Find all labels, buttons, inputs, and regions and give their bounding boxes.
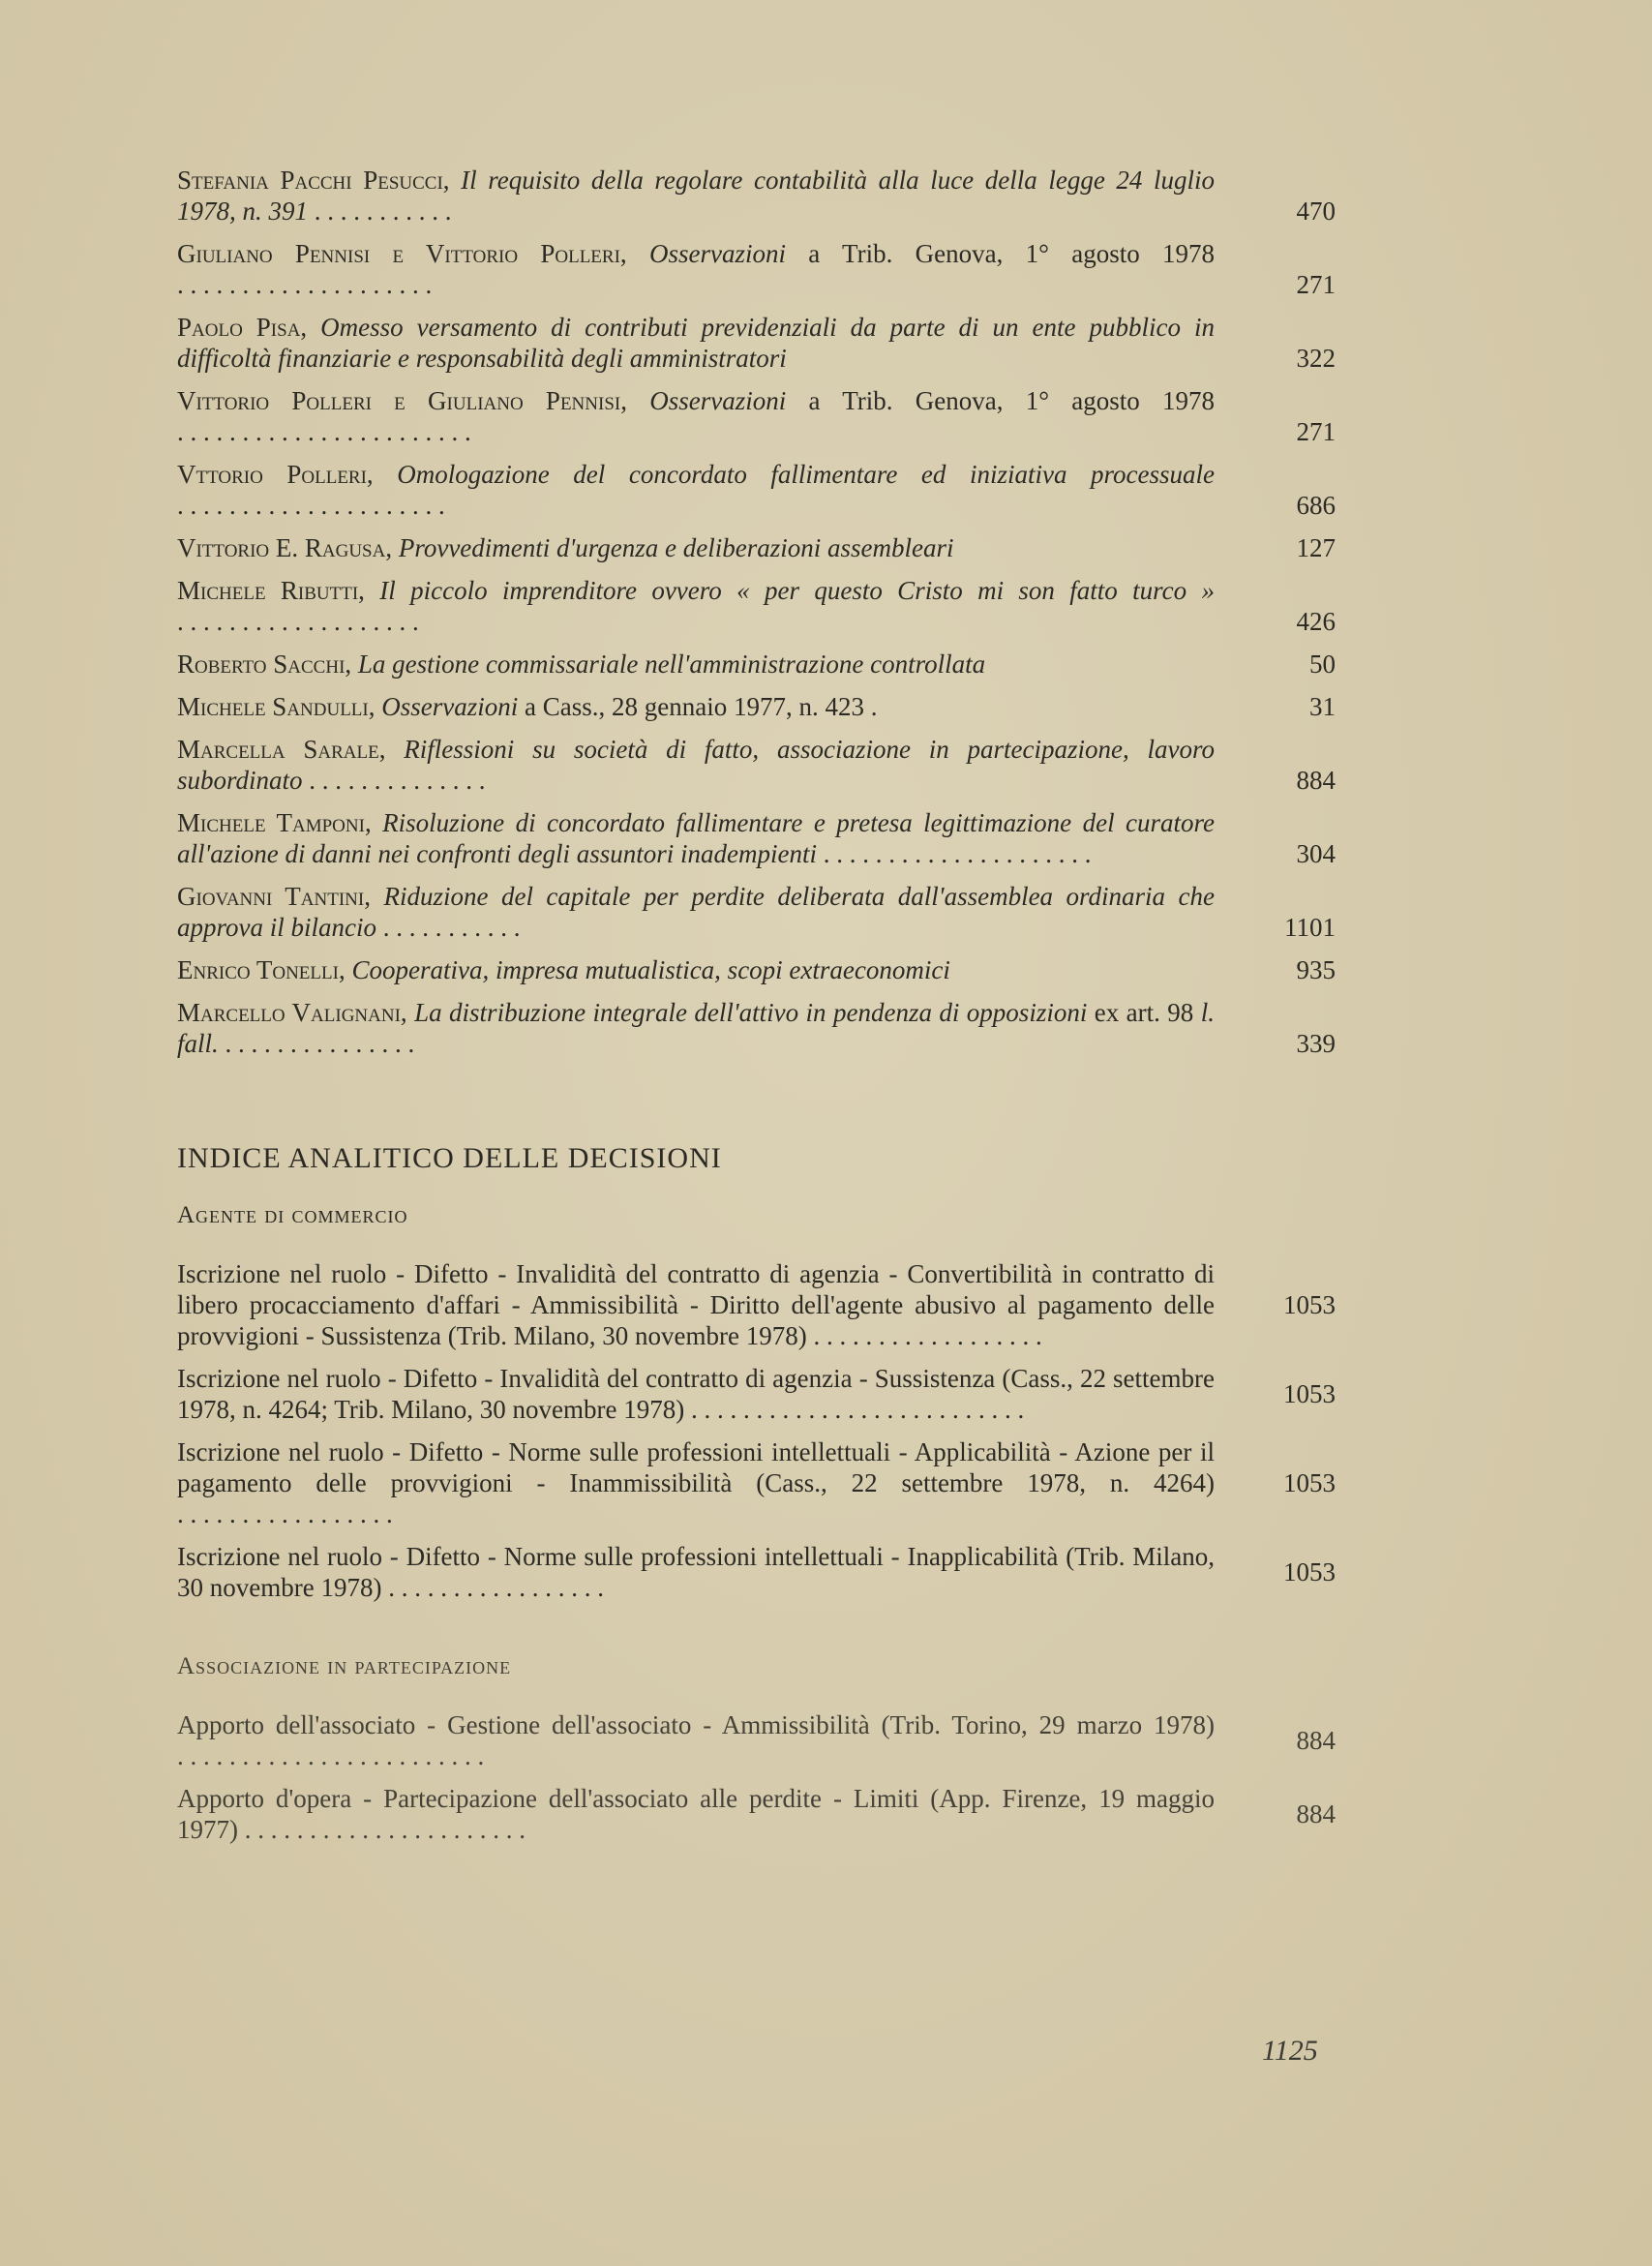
dot-leader: . . . . . . . . . . . . . . [302,766,486,795]
entry-author: Vittorio Polleri e Giuliano Pennisi, [177,386,627,415]
dot-leader: . . . . . . . . . . . . . . . . . . . . . . . . . . [684,1395,1025,1424]
entry-author: Marcella Sarale, [177,735,386,764]
entry-title: Riflessioni su società di fatto, associazione in partecipazione, lavoro subordinato [177,735,1216,795]
index-entry [177,238,1338,300]
subsection-heading: Agente di commercio [177,1202,408,1228]
entry-title: Omologazione del concordato fallimentare ed iniziativa processuale [397,460,1215,489]
entry-page: 127 [1296,533,1336,562]
page-number: 1125 [1262,2035,1318,2067]
entry-page: 884 [1296,1799,1336,1828]
decision-text: Apporto dell'associato - Gestione dell'associato - Ammissibilità (Trib. Torino, 29 marzo 1978) [177,1710,1215,1739]
dot-leader: . . . . . . . . . . . . . . . . . . [806,1321,1042,1350]
dot-leader: . . . . . . . . . . . . . . . . . . . . [177,270,433,299]
entry-page: 271 [1296,270,1336,299]
entry-author: Michele Tamponi, [177,808,372,837]
index-entry [177,575,1338,637]
entry-author: Vttorio Polleri, [177,460,374,489]
entry-title: Osservazioni [648,239,786,268]
entry-author: Michele Ributti, [177,576,365,605]
decision-entry [177,1258,1338,1351]
dot-leader: . . . . . . . . . . . . . . . . . . . . . . [238,1815,526,1844]
decision-entry [177,1436,1338,1529]
entry-page: 1053 [1283,1468,1336,1497]
entry-author: Giuliano Pennisi e Vittorio Polleri, [177,239,627,268]
entry-page: 1053 [1283,1290,1336,1319]
entry-page: 31 [1309,692,1336,721]
index-entry [177,954,1338,985]
dot-leader: . . . . . . . . . . . . . . . . . [381,1573,604,1602]
entry-author: Roberto Sacchi, [177,650,352,679]
index-entry [177,532,1338,563]
dot-leader: . . . . . . . . . . . . . . . . . . . . . [817,839,1092,868]
entry-page: 1053 [1283,1557,1336,1586]
subsection-heading: Associazione in partecipazione [177,1653,512,1679]
decision-text: Iscrizione nel ruolo - Difetto - Invalidità del contratto di agenzia - Sussistenza (Cass., 22 settembre 1978, n. 4264; Trib. Milano, 30 novembre 1978) [177,1364,1215,1424]
entry-page: 884 [1296,766,1336,795]
dot-leader: . . . . . . . . . . . . . . . . . . . [177,607,419,636]
entry-title: Cooperativa, impresa mutualistica, scopi extraeconomici [351,955,950,984]
entry-page: 322 [1296,344,1336,373]
entry-rest: a Trib. Genova, 1° agosto 1978 [785,239,1215,268]
entry-page: 884 [1296,1726,1336,1755]
entry-title: La distribuzione integrale dell'attivo in pendenza di opposizioni [414,998,1088,1027]
entry-author: Vittorio E. Ragusa, [177,533,393,562]
dot-leader: . [863,692,878,721]
decision-entry [177,1783,1338,1845]
entry-author: Enrico Tonelli, [177,955,345,984]
index-entry [177,165,1338,227]
decisions-index [177,1202,1338,1845]
index-entry [177,734,1338,796]
entry-page: 935 [1296,955,1336,984]
entry-rest: a Trib. Genova, 1° agosto 1978 [786,386,1215,415]
index-entry [177,807,1338,869]
decision-entry [177,1709,1338,1771]
index-entry [177,459,1338,521]
entry-title: Provvedimenti d'urgenza e deliberazioni assembleari [398,533,954,562]
decision-text: Iscrizione nel ruolo - Difetto - Norme sulle professioni intellettuali - Applicabilità - Azione per il pagamento delle provvigioni - Inammissibilità (Cass., 22 settembre 1978, n. 4264) [177,1437,1215,1497]
index-page [177,165,1338,1857]
entry-title: Osservazioni [649,386,787,415]
entry-page: 686 [1296,491,1336,520]
dot-leader: . . . . . . . . . . . . . . . . . [177,1499,393,1528]
entry-page: 1053 [1283,1379,1336,1408]
index-entry [177,691,1338,722]
entry-title: Il requisito della regolare contabilità alla luce della legge 24 luglio 1978, n. 391 [177,166,1216,226]
entry-title: La gestione commissariale nell'amministrazione controllata [357,650,986,679]
decision-text: Iscrizione nel ruolo - Difetto - Invalidità del contratto di agenzia - Convertibilità in contratto di libero procacciamento d'affari - Ammissibilità - Diritto dell'agente abusivo al pagamento delle provvigioni - Sussistenza (Trib. Milano, 30 novembre 1978) [177,1259,1215,1350]
decision-entry [177,1363,1338,1425]
entry-page: 339 [1296,1029,1336,1058]
entry-title: Il piccolo imprenditore ovvero « per questo Cristo mi son fatto turco » [379,576,1215,605]
entry-title: Osservazioni [381,692,519,721]
index-entry [177,312,1338,374]
entry-rest: a Cass., 28 gennaio 1977, n. 423 [518,692,864,721]
entry-author: Marcello Valignani, [177,998,407,1027]
entry-author: Michele Sandulli, [177,692,375,721]
entry-title: Omesso versamento di contributi previdenziali da parte di un ente pubblico in difficoltà finanziarie e responsabilità degli amministratori [177,313,1216,373]
entry-title: Risoluzione di concordato fallimentare e pretesa legittimazione del curatore all'azione di danni nei confronti degli assuntori inadempienti [177,808,1215,868]
index-entry [177,385,1338,447]
entry-title: Riduzione del capitale per perdite deliberata dall'assemblea ordinaria che approva il bilancio [177,882,1216,942]
dot-leader: . . . . . . . . . . . . . . . [218,1029,415,1058]
index-entry [177,649,1338,680]
entry-page: 304 [1296,839,1336,868]
index-entry [177,881,1338,943]
authors-index [177,165,1338,1059]
decision-text: Iscrizione nel ruolo - Difetto - Norme sulle professioni intellettuali - Inapplicabilità (Trib. Milano, 30 novembre 1978) [177,1542,1215,1602]
entry-author: Giovanni Tantini, [177,882,371,911]
entry-page: 271 [1296,417,1336,446]
decision-text: Apporto d'opera - Partecipazione dell'associato alle perdite - Limiti (App. Firenze, 19 maggio 1977) [177,1784,1215,1844]
entry-page: 426 [1296,607,1336,636]
dot-leader: . . . . . . . . . . . . . . . . . . . . . . . [177,417,471,446]
dot-leader: . . . . . . . . . . . [375,913,521,942]
decision-entry [177,1541,1338,1603]
dot-leader: . . . . . . . . . . . . . . . . . . . . . . . . [177,1741,485,1770]
entry-author: Stefania Pacchi Pesucci, [177,166,450,195]
dot-leader: . . . . . . . . . . . [308,196,452,226]
entry-rest: ex art. 98 [1087,998,1201,1027]
dot-leader: . . . . . . . . . . . . . . . . . . . . . [177,491,445,520]
entry-page: 470 [1296,196,1336,226]
entry-author: Paolo Pisa, [177,313,308,342]
section-title: INDICE ANALITICO DELLE DECISIONI [177,1142,722,1174]
entry-title-suffix: l. fall. [177,998,1215,1058]
entry-page: 50 [1309,650,1336,679]
entry-page: 1101 [1284,913,1336,942]
index-entry [177,997,1338,1059]
